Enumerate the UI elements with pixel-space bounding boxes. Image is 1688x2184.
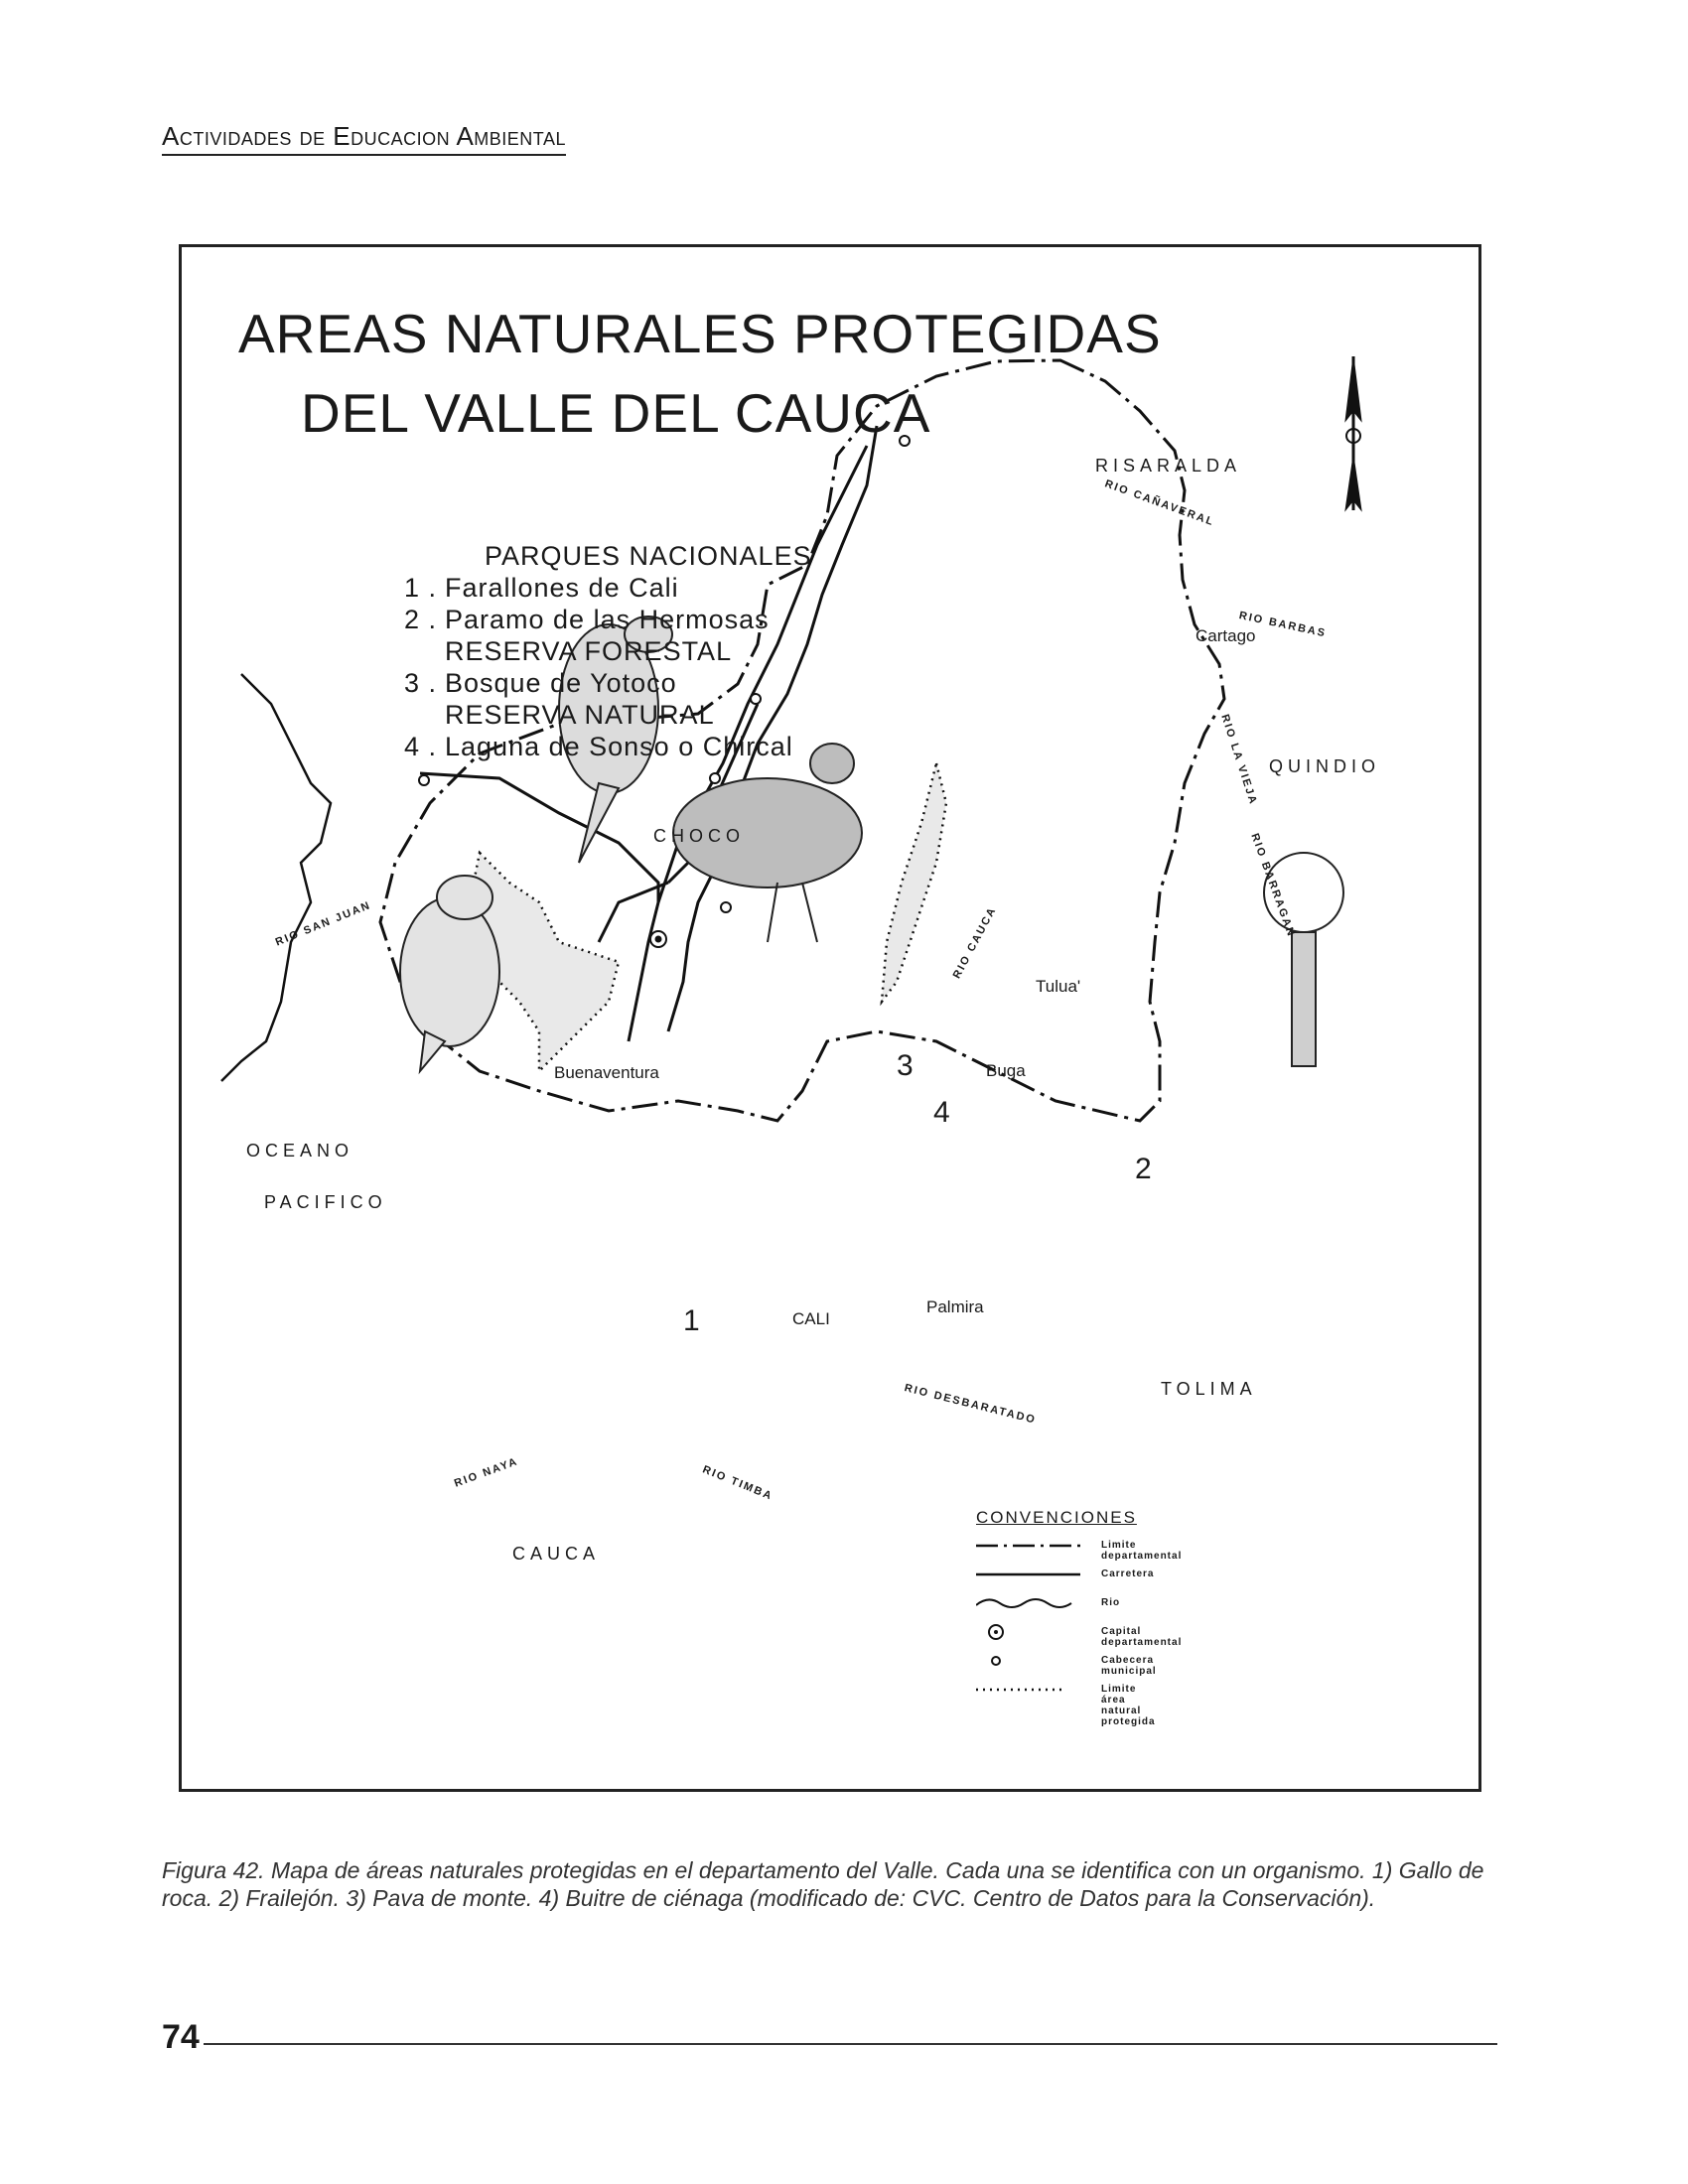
dotted-line-icon <box>976 1680 1085 1700</box>
area-number-1: 1 <box>683 1304 700 1337</box>
page-number: 74 <box>162 2018 200 2056</box>
river-barbas: RIO BARBAS <box>1237 610 1328 640</box>
area-number-3: 3 <box>897 1049 914 1082</box>
gallo-de-roca-illustration <box>400 876 499 1071</box>
legend-item: Cabecera municipal <box>976 1651 1137 1680</box>
city-buenaventura: Buenaventura <box>554 1063 659 1082</box>
river-naya: RIO NAYA <box>452 1455 520 1490</box>
city-cali: CALI <box>792 1309 830 1328</box>
region-cauca: CAUCA <box>512 1544 601 1564</box>
list-item: 1 . Farallones de Cali <box>403 573 679 603</box>
figure-caption: Figura 42. Mapa de áreas naturales protegidas en el departamento del Valle. Cada una se identifica con un organismo. 1) Gallo de roca. 2) Frailejón. 3) Pava de monte. 4) Buitre de ciénaga (modificado de: CVC. Centro de Datos para la Conservación). <box>162 1857 1484 1911</box>
region-oceano: OCEANO <box>246 1141 354 1160</box>
list-header-parques: PARQUES NACIONALES <box>485 541 812 571</box>
river-desbaratado: RIO DESBARATADO <box>903 1382 1038 1427</box>
city-palmira: Palmira <box>926 1297 984 1316</box>
list-item: 4 . Laguna de Sonso o Chircal <box>403 732 793 761</box>
city-buga: Buga <box>986 1061 1026 1080</box>
dash-dot-line-icon <box>976 1536 1085 1556</box>
map-title-line1: AREAS NATURALES PROTEGIDAS <box>238 303 1162 364</box>
legend-title: CONVENCIONES <box>976 1508 1137 1527</box>
river-barragan: RIO BARRAGAN <box>1248 831 1298 940</box>
river-cauca: RIO CAUCA <box>950 904 1000 981</box>
map-frame <box>179 244 1481 1792</box>
list-item: 3 . Bosque de Yotoco <box>403 668 677 698</box>
region-quindio: QUINDIO <box>1269 756 1381 776</box>
legend <box>976 1508 1183 1727</box>
city-cartago: Cartago <box>1196 626 1256 645</box>
region-choco: CHOCO <box>653 826 745 846</box>
running-head: Actividades de Educacion Ambiental <box>162 121 566 156</box>
legend-item: Limite área natural protegida <box>976 1680 1137 1708</box>
river-timba: RIO TIMBA <box>700 1463 775 1503</box>
footer-rule <box>204 2043 1497 2045</box>
river-la-vieja: RIO LA VIEJA <box>1218 713 1260 807</box>
list-item: 2 . Paramo de las Hermosas <box>403 605 770 634</box>
region-tolima: TOLIMA <box>1161 1379 1257 1399</box>
list-header-reserva-natural: RESERVA NATURAL <box>445 700 715 730</box>
north-arrow-icon <box>1345 356 1361 510</box>
protected-areas-list <box>395 540 812 762</box>
legend-item: Limite departamental <box>976 1536 1137 1565</box>
solid-line-icon <box>976 1565 1085 1584</box>
map-drawing <box>182 247 1478 1789</box>
legend-item: Carretera <box>976 1565 1137 1593</box>
area-number-2: 2 <box>1135 1153 1152 1185</box>
pacific-coastline <box>221 674 331 1081</box>
city-tulua: Tulua' <box>1036 977 1081 996</box>
area-number-4: 4 <box>933 1096 950 1129</box>
wavy-line-icon <box>976 1593 1085 1613</box>
river-canaveral: RIO CAÑAVERAL <box>1102 478 1216 529</box>
list-header-reserva-forestal: RESERVA FORESTAL <box>445 636 733 666</box>
circle-dot-icon <box>976 1622 1085 1642</box>
river-san-juan: RIO SAN JUAN <box>273 898 373 949</box>
region-pacifico: PACIFICO <box>264 1192 387 1212</box>
legend-item: Rio <box>976 1593 1137 1622</box>
legend-item: Capital departamental <box>976 1622 1137 1651</box>
region-risaralda: RISARALDA <box>1095 456 1242 476</box>
protected-area-2 <box>882 763 946 1002</box>
map-title-line2: DEL VALLE DEL CAUCA <box>301 382 931 444</box>
small-circle-icon <box>976 1651 1085 1671</box>
